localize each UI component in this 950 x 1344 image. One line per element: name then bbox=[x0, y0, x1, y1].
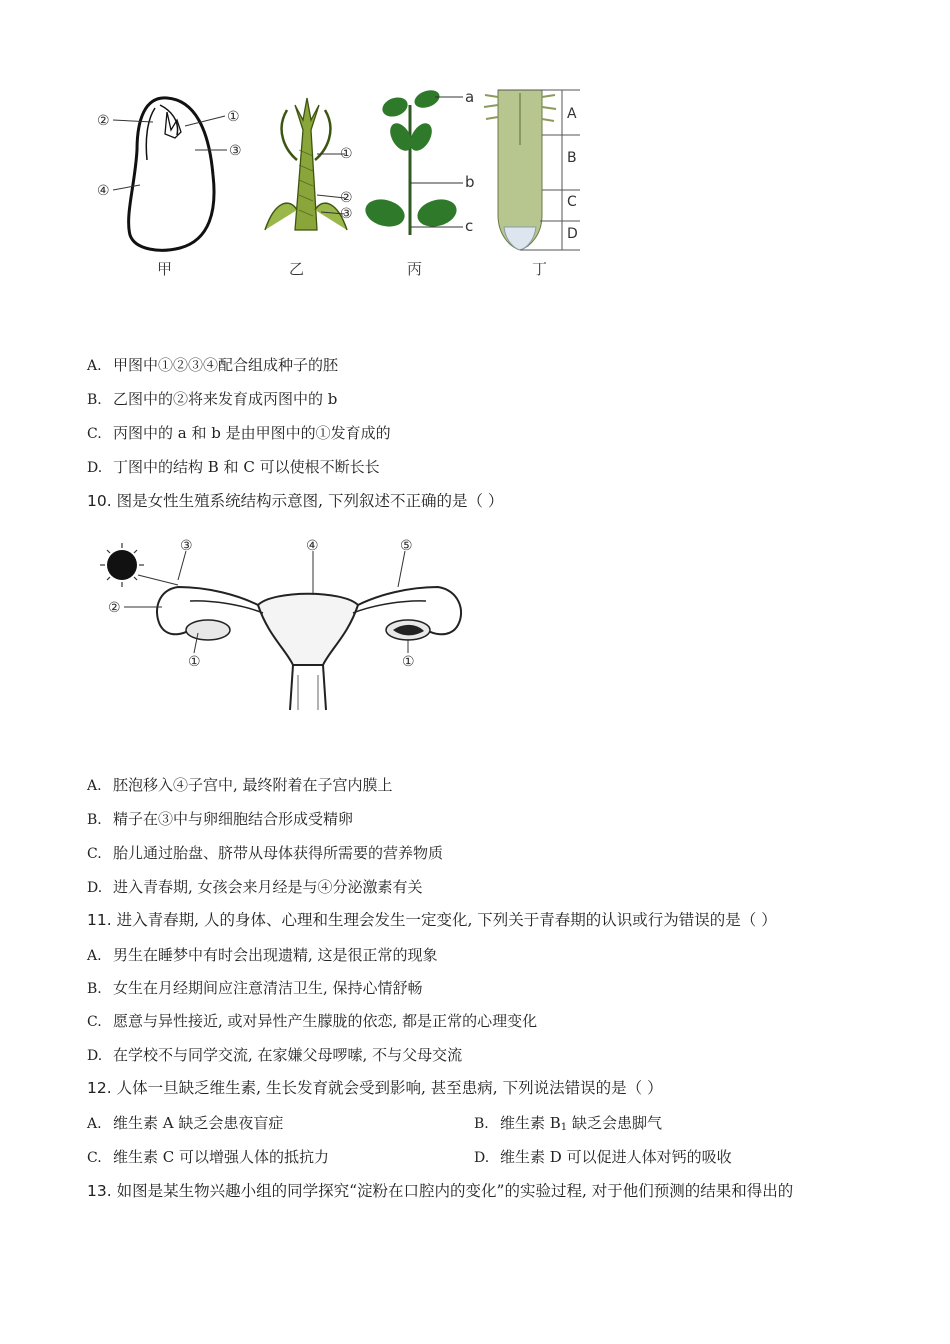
q9-option-c: C. 丙图中的 a 和 b 是由甲图中的①发育成的 bbox=[87, 424, 391, 442]
repro-label-2: ② bbox=[108, 600, 121, 616]
root-zone-B: B bbox=[567, 150, 577, 166]
q9-option-a: A. 甲图中①②③④配合组成种子的胚 bbox=[87, 356, 339, 374]
bud-label-3: ③ bbox=[340, 206, 353, 222]
seed-label-1: ① bbox=[227, 109, 240, 125]
root-zone-C: C bbox=[567, 194, 577, 210]
repro-label-4: ④ bbox=[306, 538, 319, 554]
q10-option-c: C. 胎儿通过胎盘、脐带从母体获得所需要的营养物质 bbox=[87, 844, 444, 862]
q10-option-b: B. 精子在③中与卵细胞结合形成受精卵 bbox=[87, 810, 354, 828]
q12-option-c: C. 维生素 C 可以增强人体的抵抗力 bbox=[87, 1148, 330, 1166]
q11-option-a: A. 男生在睡梦中有时会出现遗精, 这是很正常的现象 bbox=[87, 946, 438, 964]
seed-diagram bbox=[85, 90, 250, 260]
q11-option-b: B. 女生在月经期间应注意清洁卫生, 保持心情舒畅 bbox=[87, 979, 423, 997]
q11-stem: 11. 进入青春期, 人的身体、心理和生理会发生一定变化, 下列关于青春期的认识或行为错误的是（ ） bbox=[87, 911, 777, 929]
q10-option-a: A. 胚泡移入④子宫中, 最终附着在子宫内膜上 bbox=[87, 776, 393, 794]
repro-label-1-right: ① bbox=[402, 654, 415, 670]
female-reproductive-diagram bbox=[98, 535, 478, 710]
q10-stem: 10. 图是女性生殖系统结构示意图, 下列叙述不正确的是（ ） bbox=[87, 492, 504, 510]
q10-option-d: D. 进入青春期, 女孩会来月经是与④分泌激素有关 bbox=[87, 878, 423, 896]
q12-option-d: D. 维生素 D 可以促进人体对钙的吸收 bbox=[474, 1148, 732, 1166]
repro-label-5: ⑤ bbox=[400, 538, 413, 554]
q12-option-a: A. 维生素 A 缺乏会患夜盲症 bbox=[87, 1114, 284, 1132]
seedling-label-c: c bbox=[465, 217, 474, 235]
repro-label-1-left: ① bbox=[188, 654, 201, 670]
q11-option-d: D. 在学校不与同学交流, 在家嫌父母啰嗦, 不与父母交流 bbox=[87, 1046, 463, 1064]
bud-label-1: ① bbox=[340, 146, 353, 162]
repro-label-3: ③ bbox=[180, 538, 193, 554]
seedling-diagram bbox=[365, 85, 475, 245]
seed-label-2: ② bbox=[97, 113, 110, 129]
root-zone-A: A bbox=[567, 106, 577, 122]
root-zone-D: D bbox=[567, 226, 578, 242]
seed-label-4: ④ bbox=[97, 183, 110, 199]
q11-option-c: C. 愿意与异性接近, 或对异性产生朦胧的依恋, 都是正常的心理变化 bbox=[87, 1012, 538, 1030]
plant-figure-row bbox=[85, 80, 595, 280]
q12-option-b: B. 维生素 $B_1$ 缺乏会患脚气 bbox=[474, 1114, 662, 1133]
q9-option-b: B. 乙图中的②将来发育成丙图中的 b bbox=[87, 390, 338, 408]
caption-bing: 丙 bbox=[407, 260, 423, 278]
q12-stem: 12. 人体一旦缺乏维生素, 生长发育就会受到影响, 甚至患病, 下列说法错误的是（ ） bbox=[87, 1079, 663, 1097]
caption-yi: 乙 bbox=[289, 260, 305, 278]
sun-icon bbox=[100, 543, 144, 587]
caption-ding: 丁 bbox=[532, 260, 548, 278]
seed-label-3: ③ bbox=[229, 143, 242, 159]
seedling-label-a: a bbox=[465, 88, 475, 106]
bud-label-2: ② bbox=[340, 190, 353, 206]
seedling-label-b: b bbox=[465, 173, 475, 191]
q9-option-d: D. 丁图中的结构 B 和 C 可以使根不断长长 bbox=[87, 458, 380, 476]
q13-stem: 13. 如图是某生物兴趣小组的同学探究“淀粉在口腔内的变化”的实验过程, 对于他们预测的结果和得出的 bbox=[87, 1182, 794, 1200]
caption-jia: 甲 bbox=[157, 260, 173, 278]
